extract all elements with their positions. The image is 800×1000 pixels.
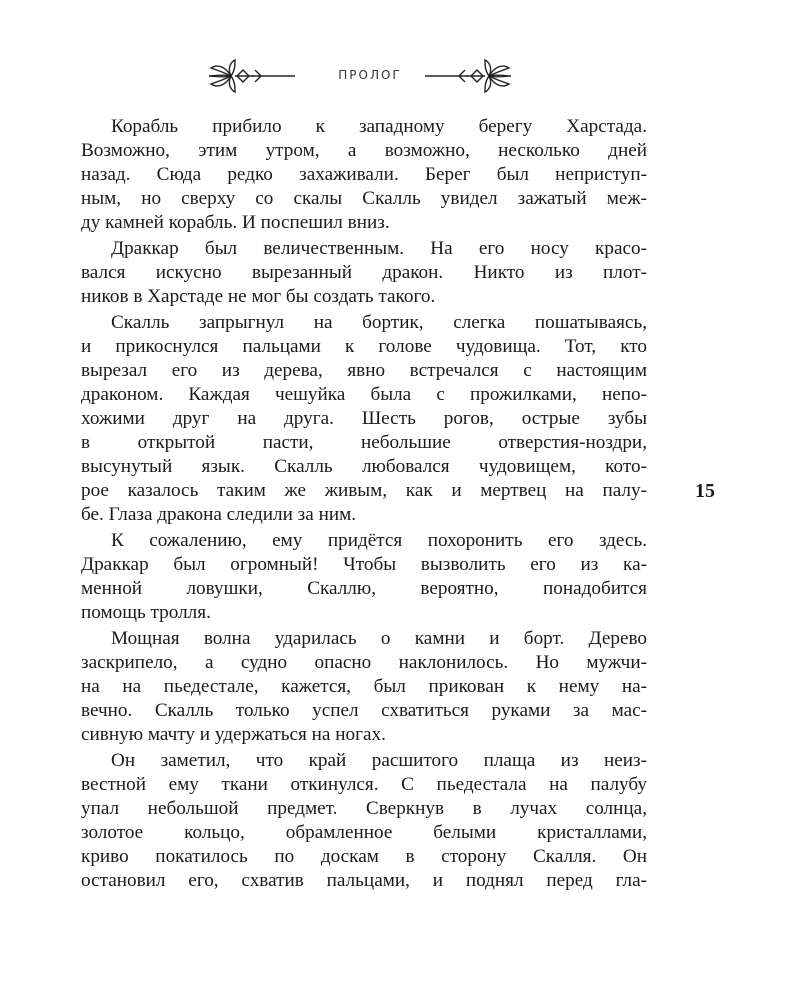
page-number: 15 xyxy=(695,480,715,502)
paragraph xyxy=(81,627,647,747)
text-line: помощь тролля. xyxy=(81,602,211,623)
text-line: вырезал его из дерева, явно встречался с настоящим xyxy=(81,360,647,381)
text-line: ду камней корабль. И поспешил вниз. xyxy=(81,212,390,233)
text-line: остановил его, схватив пальцами, и поднял перед гла- xyxy=(81,870,647,891)
text-line: Драккар был величественным. На его носу красо- xyxy=(111,238,647,259)
text-line: Возможно, этим утром, а возможно, несколько дней xyxy=(81,140,647,161)
paragraph xyxy=(81,115,647,235)
text-line: Корабль прибило к западному берегу Харстада. xyxy=(111,116,647,137)
paragraph xyxy=(81,311,647,527)
text-line: ным, но сверху со скалы Скалль увидел зажатый меж- xyxy=(81,188,647,209)
left-ornament-icon xyxy=(205,58,295,94)
text-line: заскрипело, а судно опасно наклонилось. Но мужчи- xyxy=(81,652,647,673)
text-line: хожими друг на друга. Шесть рогов, острые зубы xyxy=(81,408,647,429)
text-line: бе. Глаза дракона следили за ним. xyxy=(81,504,357,525)
text-line: криво покатилось по доскам в сторону Скалля. Он xyxy=(81,846,647,867)
text-line: Мощная волна ударилась о камни и борт. Дерево xyxy=(111,628,647,649)
text-line: высунутый язык. Скалль любовался чудовищем, кото- xyxy=(81,456,647,477)
text-line: вался искусно вырезанный дракон. Никто из плот- xyxy=(81,262,647,283)
text-line: сивную мачту и удержаться на ногах. xyxy=(81,724,386,745)
text-line: рое казалось таким же живым, как и мертвец на палу- xyxy=(81,480,647,501)
text-line: золотое кольцо, обрамленное белыми кристаллами, xyxy=(81,822,647,843)
text-line: на на пьедестале, кажется, был прикован к нему на- xyxy=(81,676,647,697)
text-line: Драккар был огромный! Чтобы вызволить его из ка- xyxy=(81,554,647,575)
paragraph xyxy=(81,237,647,309)
chapter-title: ПРОЛОГ xyxy=(338,68,402,82)
text-line: вестной ему ткани откинулся. С пьедестала на палубу xyxy=(81,774,647,795)
text-line: упал небольшой предмет. Сверкнув в лучах солнца, xyxy=(81,798,647,819)
right-ornament-icon xyxy=(425,58,515,94)
text-line: в открытой пасти, небольшие отверстия-ноздри, xyxy=(81,432,647,453)
text-line: Скалль запрыгнул на бортик, слегка пошатываясь, xyxy=(111,312,647,333)
text-line: вечно. Скалль только успел схватиться руками за мас- xyxy=(81,700,647,721)
body-text xyxy=(81,115,647,895)
text-line: К сожалению, ему придётся похоронить его здесь. xyxy=(111,530,647,551)
chapter-header xyxy=(150,58,650,94)
text-line: драконом. Каждая чешуйка была с прожилками, непо- xyxy=(81,384,647,405)
text-line: Он заметил, что край расшитого плаща из неиз- xyxy=(111,750,647,771)
text-line: менной ловушки, Скаллю, вероятно, понадобится xyxy=(81,578,647,599)
paragraph xyxy=(81,529,647,625)
text-line: назад. Сюда редко захаживали. Берег был неприступ- xyxy=(81,164,647,185)
text-line: и прикоснулся пальцами к голове чудовища. Тот, кто xyxy=(81,336,647,357)
text-line: ников в Харстаде не мог бы создать такого. xyxy=(81,286,436,307)
paragraph xyxy=(81,749,647,893)
